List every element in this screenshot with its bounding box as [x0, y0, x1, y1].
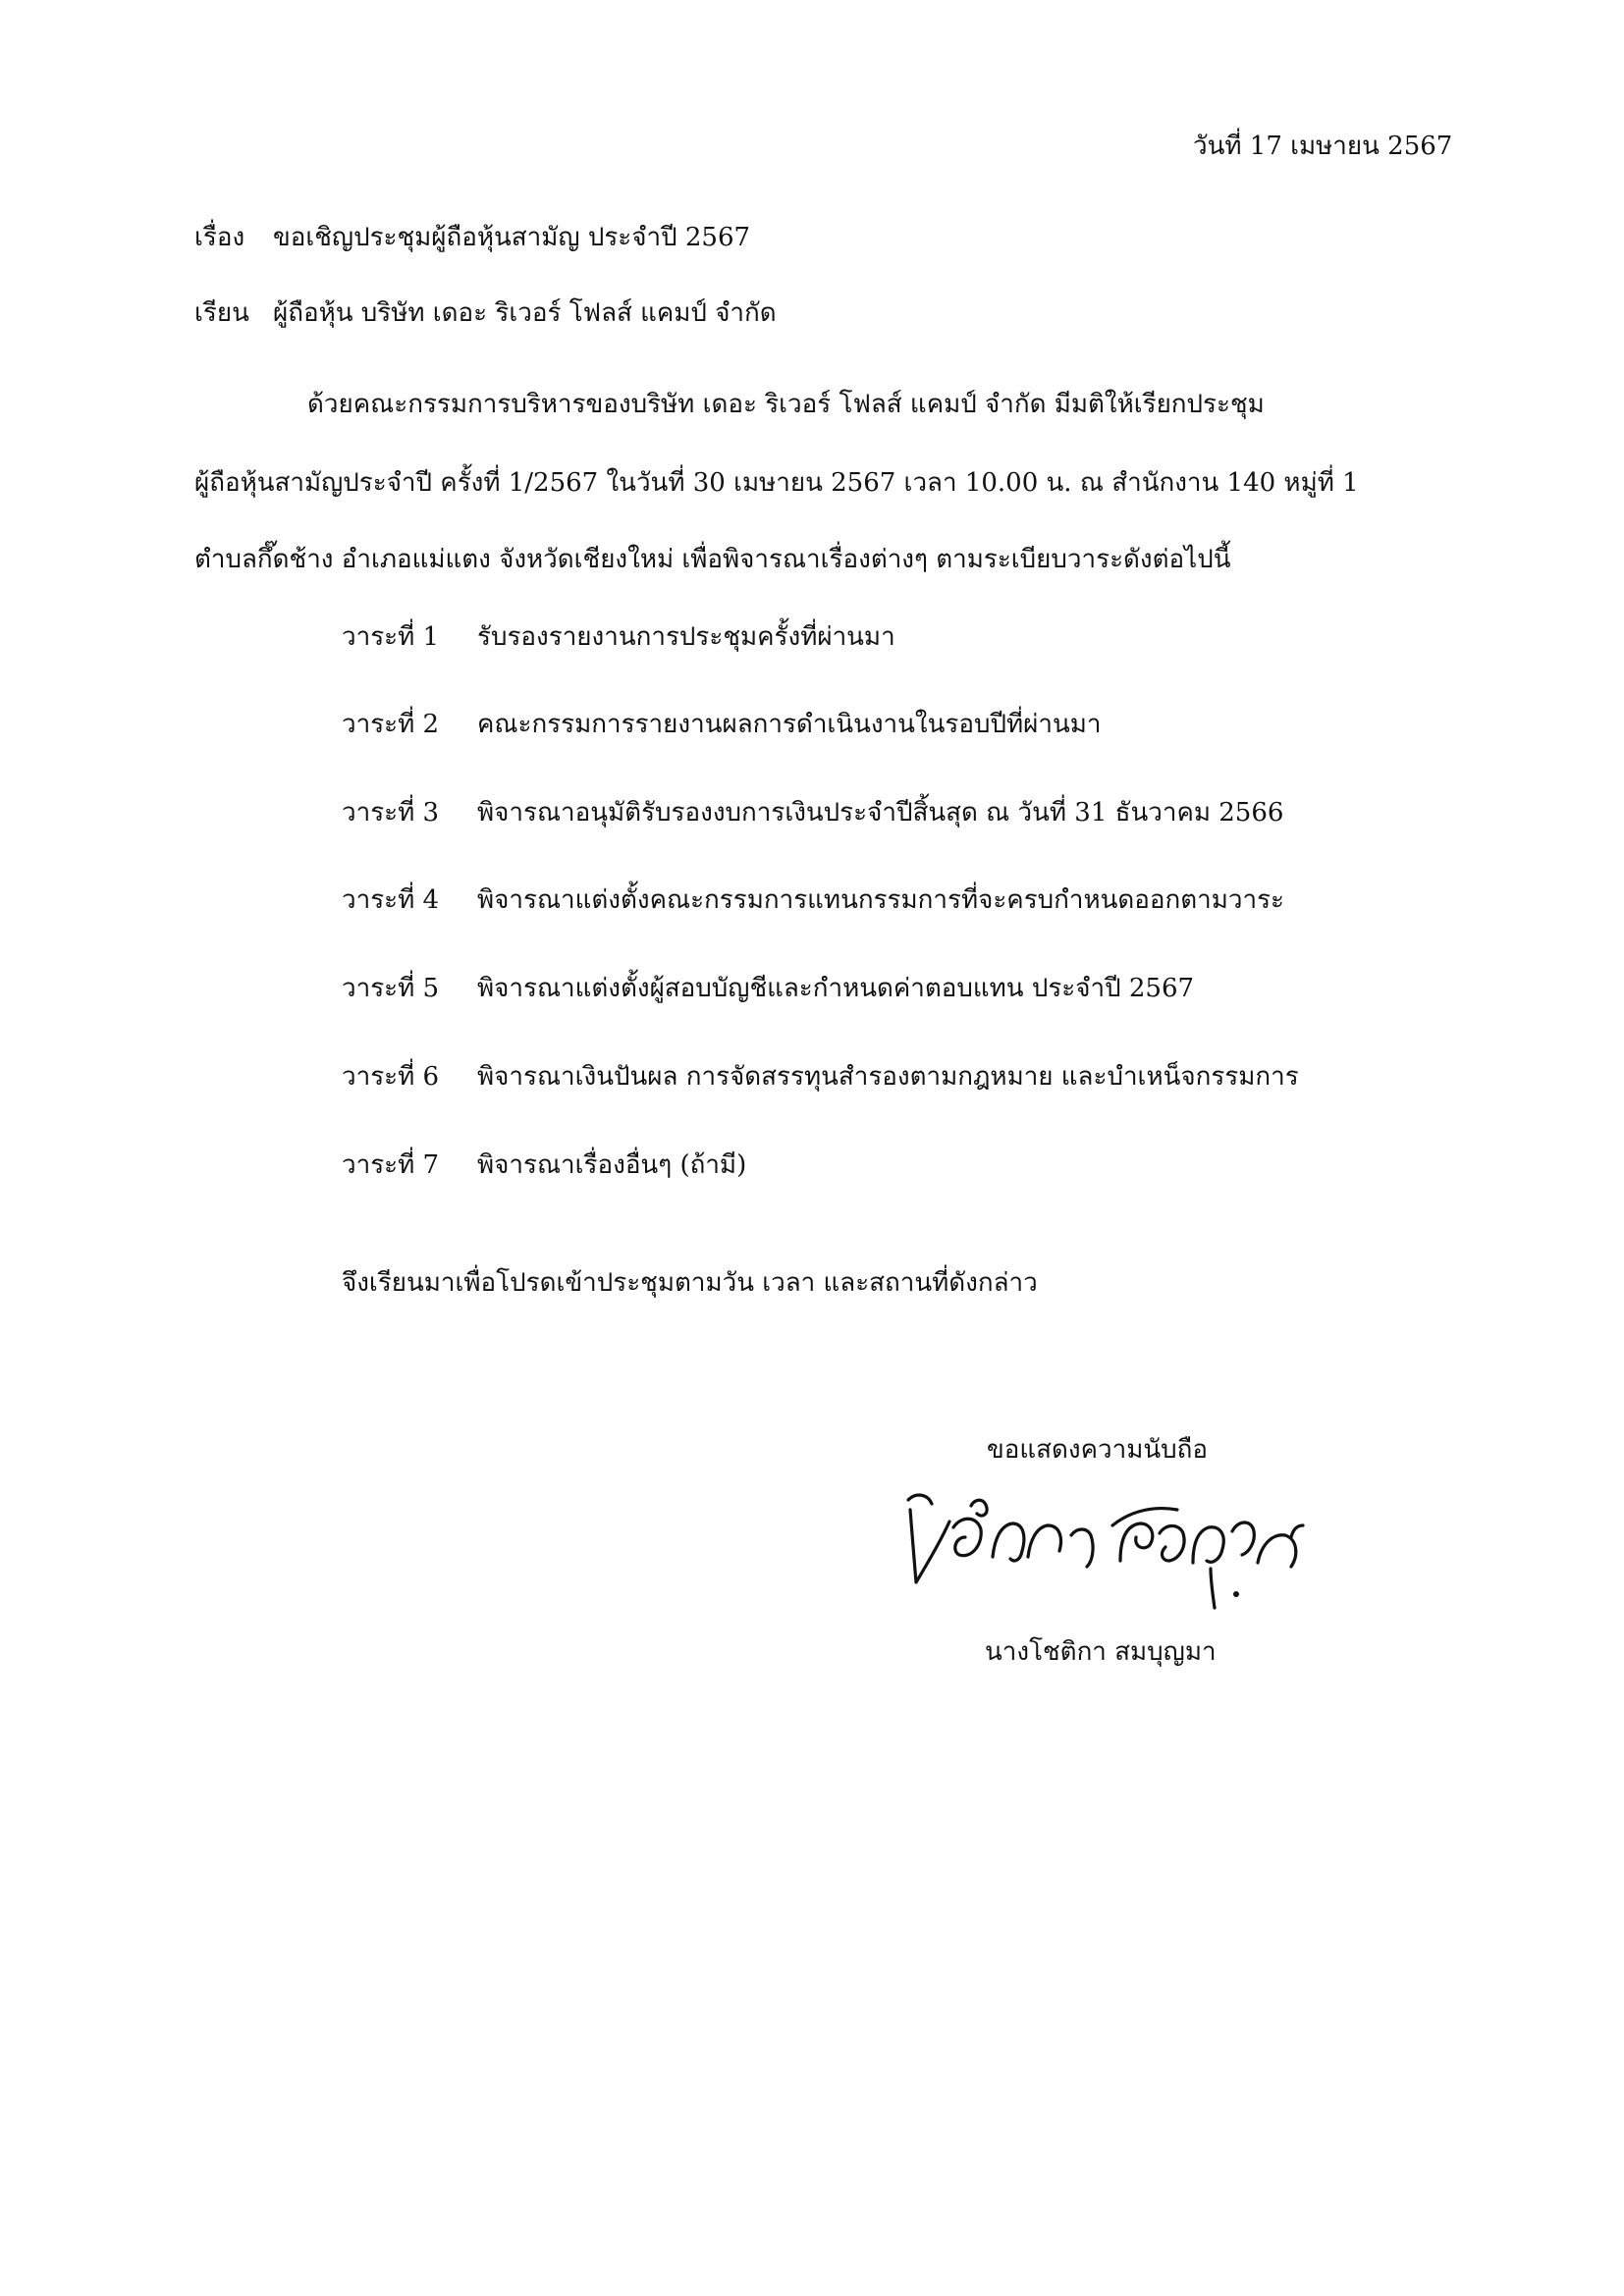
agenda-text: รับรองรายงานการประชุมครั้งที่ผ่านมา [477, 622, 895, 652]
handwritten-signature [898, 1472, 1311, 1620]
agenda-item [342, 1060, 1299, 1094]
body-paragraph-line-3: ตำบลกึ๊ดช้าง อำเภอแม่แตง จังหวัดเชียงใหม่ เพื่อพิจารณาเรื่องต่างๆ ตามระเบียบวาระดังต่อไปนี้ [194, 545, 1231, 574]
agenda-item [342, 708, 1101, 741]
body-paragraph-line-1: ด้วยคณะกรรมการบริหารของบริษัท เดอะ ริเวอร์ โฟลส์ แคมป์ จำกัด มีมติให้เรียกประชุม [307, 390, 1265, 419]
agenda-item [342, 883, 1284, 917]
subject-label: เรื่อง [194, 223, 245, 252]
body-paragraph-line-2: ผู้ถือหุ้นสามัญประจำปี ครั้งที่ 1/2567 ในวันที่ 30 เมษายน 2567 เวลา 10.00 น. ณ สำนักงาน 140 หมู่ที่ 1 [194, 468, 1359, 498]
regards-line: ขอแสดงความนับถือ [987, 1435, 1208, 1465]
closing-sentence: จึงเรียนมาเพื่อโปรดเข้าประชุมตามวัน เวลา และสถานที่ดังกล่าว [342, 1268, 1038, 1298]
agenda-number: วาระที่ 1 [342, 622, 440, 652]
agenda-number: วาระที่ 2 [342, 710, 440, 739]
agenda-item [342, 620, 895, 654]
agenda-text: พิจารณาแต่งตั้งผู้สอบบัญชีและกำหนดค่าตอบแทน ประจำปี 2567 [477, 974, 1195, 1003]
subject-text: ขอเชิญประชุมผู้ถือหุ้นสามัญ ประจำปี 2567 [273, 223, 751, 252]
agenda-text: พิจารณาแต่งตั้งคณะกรรมการแทนกรรมการที่จะครบกำหนดออกตามวาระ [477, 885, 1285, 915]
agenda-number: วาระที่ 6 [342, 1062, 440, 1092]
agenda-item [342, 796, 1283, 829]
recipient-label: เรียน [194, 298, 249, 328]
subject-line [194, 221, 750, 254]
agenda-text: พิจารณาเงินปันผล การจัดสรรทุนสำรองตามกฎหมาย และบำเหน็จกรรมการ [477, 1062, 1299, 1092]
agenda-text: พิจารณาเรื่องอื่นๆ (ถ้ามี) [477, 1150, 747, 1180]
agenda-text: คณะกรรมการรายงานผลการดำเนินงานในรอบปีที่ผ่านมา [477, 710, 1102, 739]
agenda-number: วาระที่ 3 [342, 798, 440, 828]
recipient-line [194, 296, 777, 330]
agenda-text: พิจารณาอนุมัติรับรองงบการเงินประจำปีสิ้นสุด ณ วันที่ 31 ธันวาคม 2566 [477, 798, 1284, 828]
signer-name: นางโชติกา สมบุญมา [985, 1637, 1217, 1667]
agenda-number: วาระที่ 5 [342, 974, 440, 1003]
recipient-text: ผู้ถือหุ้น บริษัท เดอะ ริเวอร์ โฟลส์ แคมป์ จำกัด [273, 298, 777, 328]
letter-date: วันที่ 17 เมษายน 2567 [1193, 132, 1453, 161]
agenda-item [342, 1148, 746, 1182]
agenda-number: วาระที่ 4 [342, 885, 440, 915]
agenda-number: วาระที่ 7 [342, 1150, 440, 1180]
agenda-item [342, 972, 1194, 1005]
